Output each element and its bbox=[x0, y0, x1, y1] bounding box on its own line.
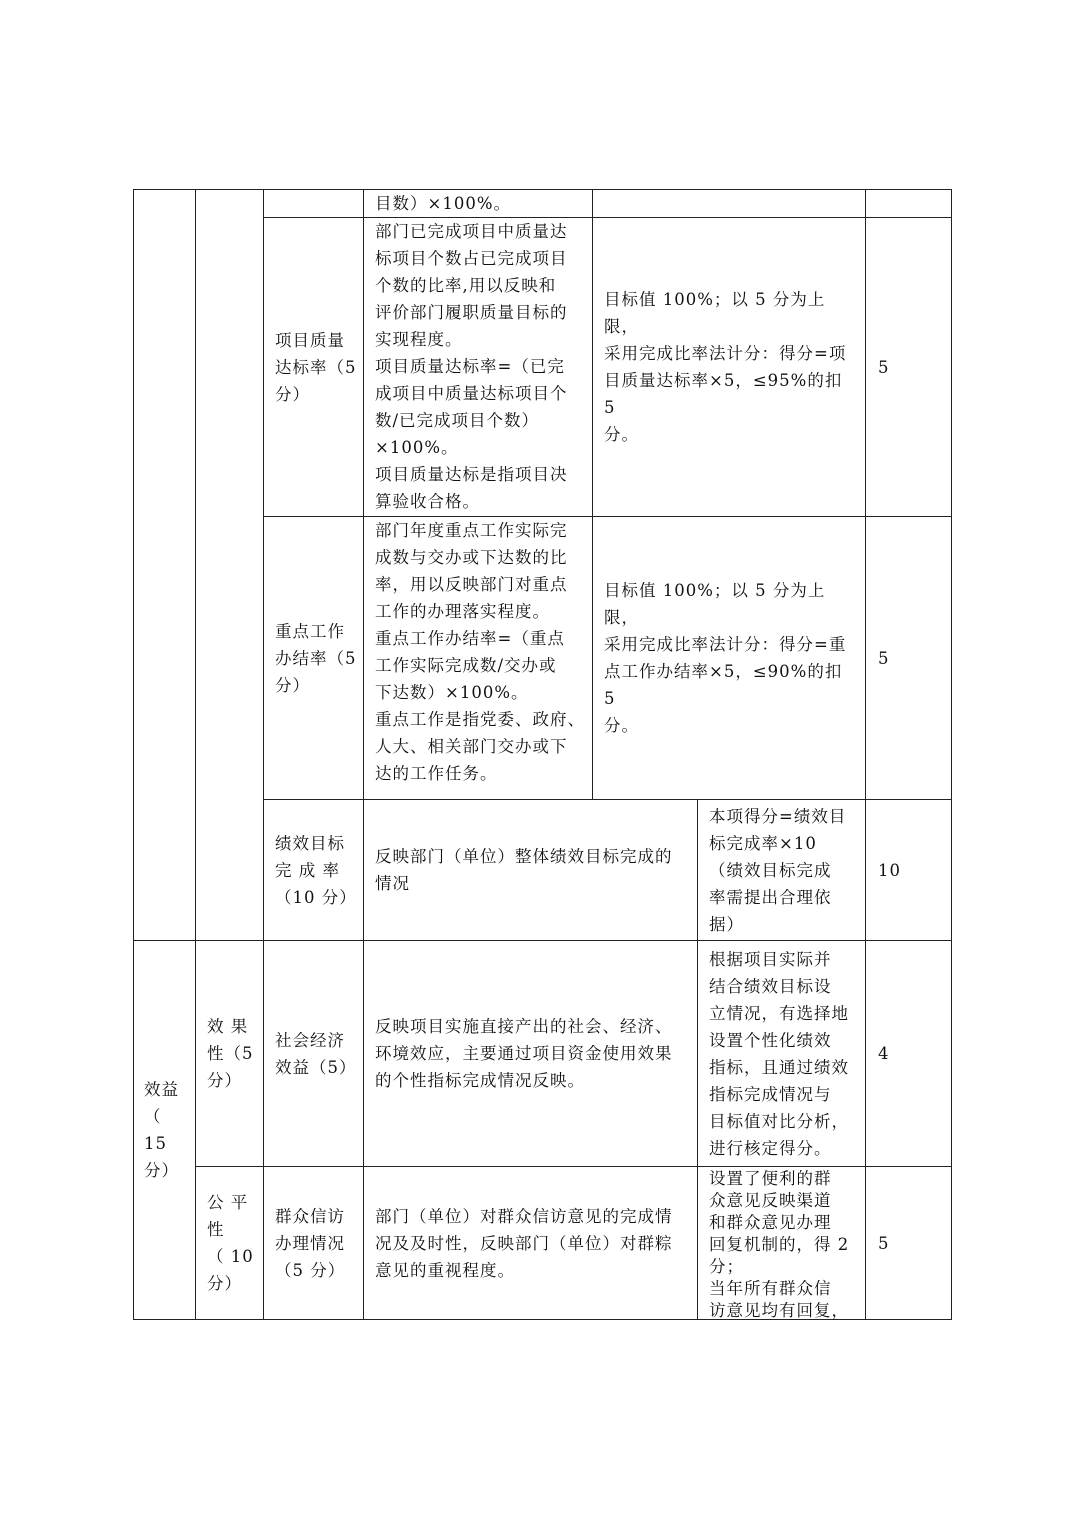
table-border bbox=[133, 1319, 951, 1320]
score-cell-project-quality: 5 bbox=[878, 357, 890, 377]
content-cell-project-quality: 部门已完成项目中质量达 标项目个数占已完成项目 个数的比率,用以反映和 评价部门履职质量目标的 实现程度。 项目质量达标率=（已完 成项目中质量达标项目个 数/已完成项目个数） ×100%。 项目质量达标是指项目决 算验收合格。 bbox=[375, 222, 568, 511]
subcategory-cell-effectiveness: 效 果 性（5 分） bbox=[207, 1017, 254, 1090]
indicator-cell-petition: 群众信访 办理情况 （5 分） bbox=[275, 1206, 346, 1280]
score-cell-performance-goal: 10 bbox=[878, 860, 901, 880]
score-cell-key-work: 5 bbox=[878, 648, 890, 668]
indicator-cell-project-quality: 项目质量 达标率（5 分） bbox=[275, 330, 357, 404]
score-cell-petition: 5 bbox=[878, 1233, 890, 1253]
content-cell-petition: 部门（单位）对群众信访意见的完成情 况及及时性，反映部门（单位）对群粽 意见的重视程度。 bbox=[375, 1206, 673, 1280]
indicator-cell-performance-goal: 绩效目标 完 成 率 （10 分） bbox=[275, 833, 357, 907]
standard-cell-petition: 设置了便利的群 众意见反映渠道 和群众意见办理 回复机制的，得 2 分； 当年所有群众信 访意见均有回复， bbox=[709, 1169, 850, 1319]
content-cell-social-economic: 反映项目实施直接产出的社会、经济、 环境效应，主要通过项目资金使用效果 的个性指标完成情况反映。 bbox=[375, 1017, 673, 1090]
content-cell-performance-goal: 反映部门（单位）整体绩效目标完成的 情况 bbox=[375, 847, 673, 893]
standard-cell-social-economic: 根据项目实际并 结合绩效目标设 立情况，有选择地 设置个性化绩效 指标，且通过绩效 指标完成情况与 目标值对比分析， 进行核定得分。 bbox=[709, 949, 849, 1158]
content-cell-key-work: 部门年度重点工作实际完 成数与交办或下达数的比 率，用以反映部门对重点 工作的办理落实程度。 重点工作办结率=（重点 工作实际完成数/交办或 下达数）×100%。 重点工作是指党委、政府、 人大、相关部门交办或下 达的工作任务。 bbox=[375, 521, 585, 783]
indicator-cell-social-economic: 社会经济 效益（5） bbox=[275, 1030, 357, 1077]
table-border bbox=[951, 189, 952, 1320]
indicator-cell-key-work: 重点工作 办结率（5 分） bbox=[275, 621, 357, 695]
score-cell-social-economic: 4 bbox=[878, 1044, 890, 1063]
subcategory-cell-fairness: 公 平 性 （ 10 分） bbox=[207, 1193, 254, 1293]
category-cell-benefit: 效益 （ 15 分） bbox=[144, 1080, 179, 1180]
standard-cell-key-work: 目标值 100%；以 5 分为上限， 采用完成比率法计分：得分=重 点工作办结率×5，≤90%的扣 5 分。 bbox=[604, 581, 847, 735]
standard-cell-performance-goal: 本项得分=绩效目 标完成率×10 （绩效目标完成 率需提出合理依 据） bbox=[709, 806, 847, 934]
standard-cell-project-quality: 目标值 100%；以 5 分为上限， 采用完成比率法计分：得分=项 目质量达标率×5，≤95%的扣 5 分。 bbox=[604, 290, 847, 444]
continued-content-cell: 目数）×100%。 bbox=[375, 194, 511, 213]
